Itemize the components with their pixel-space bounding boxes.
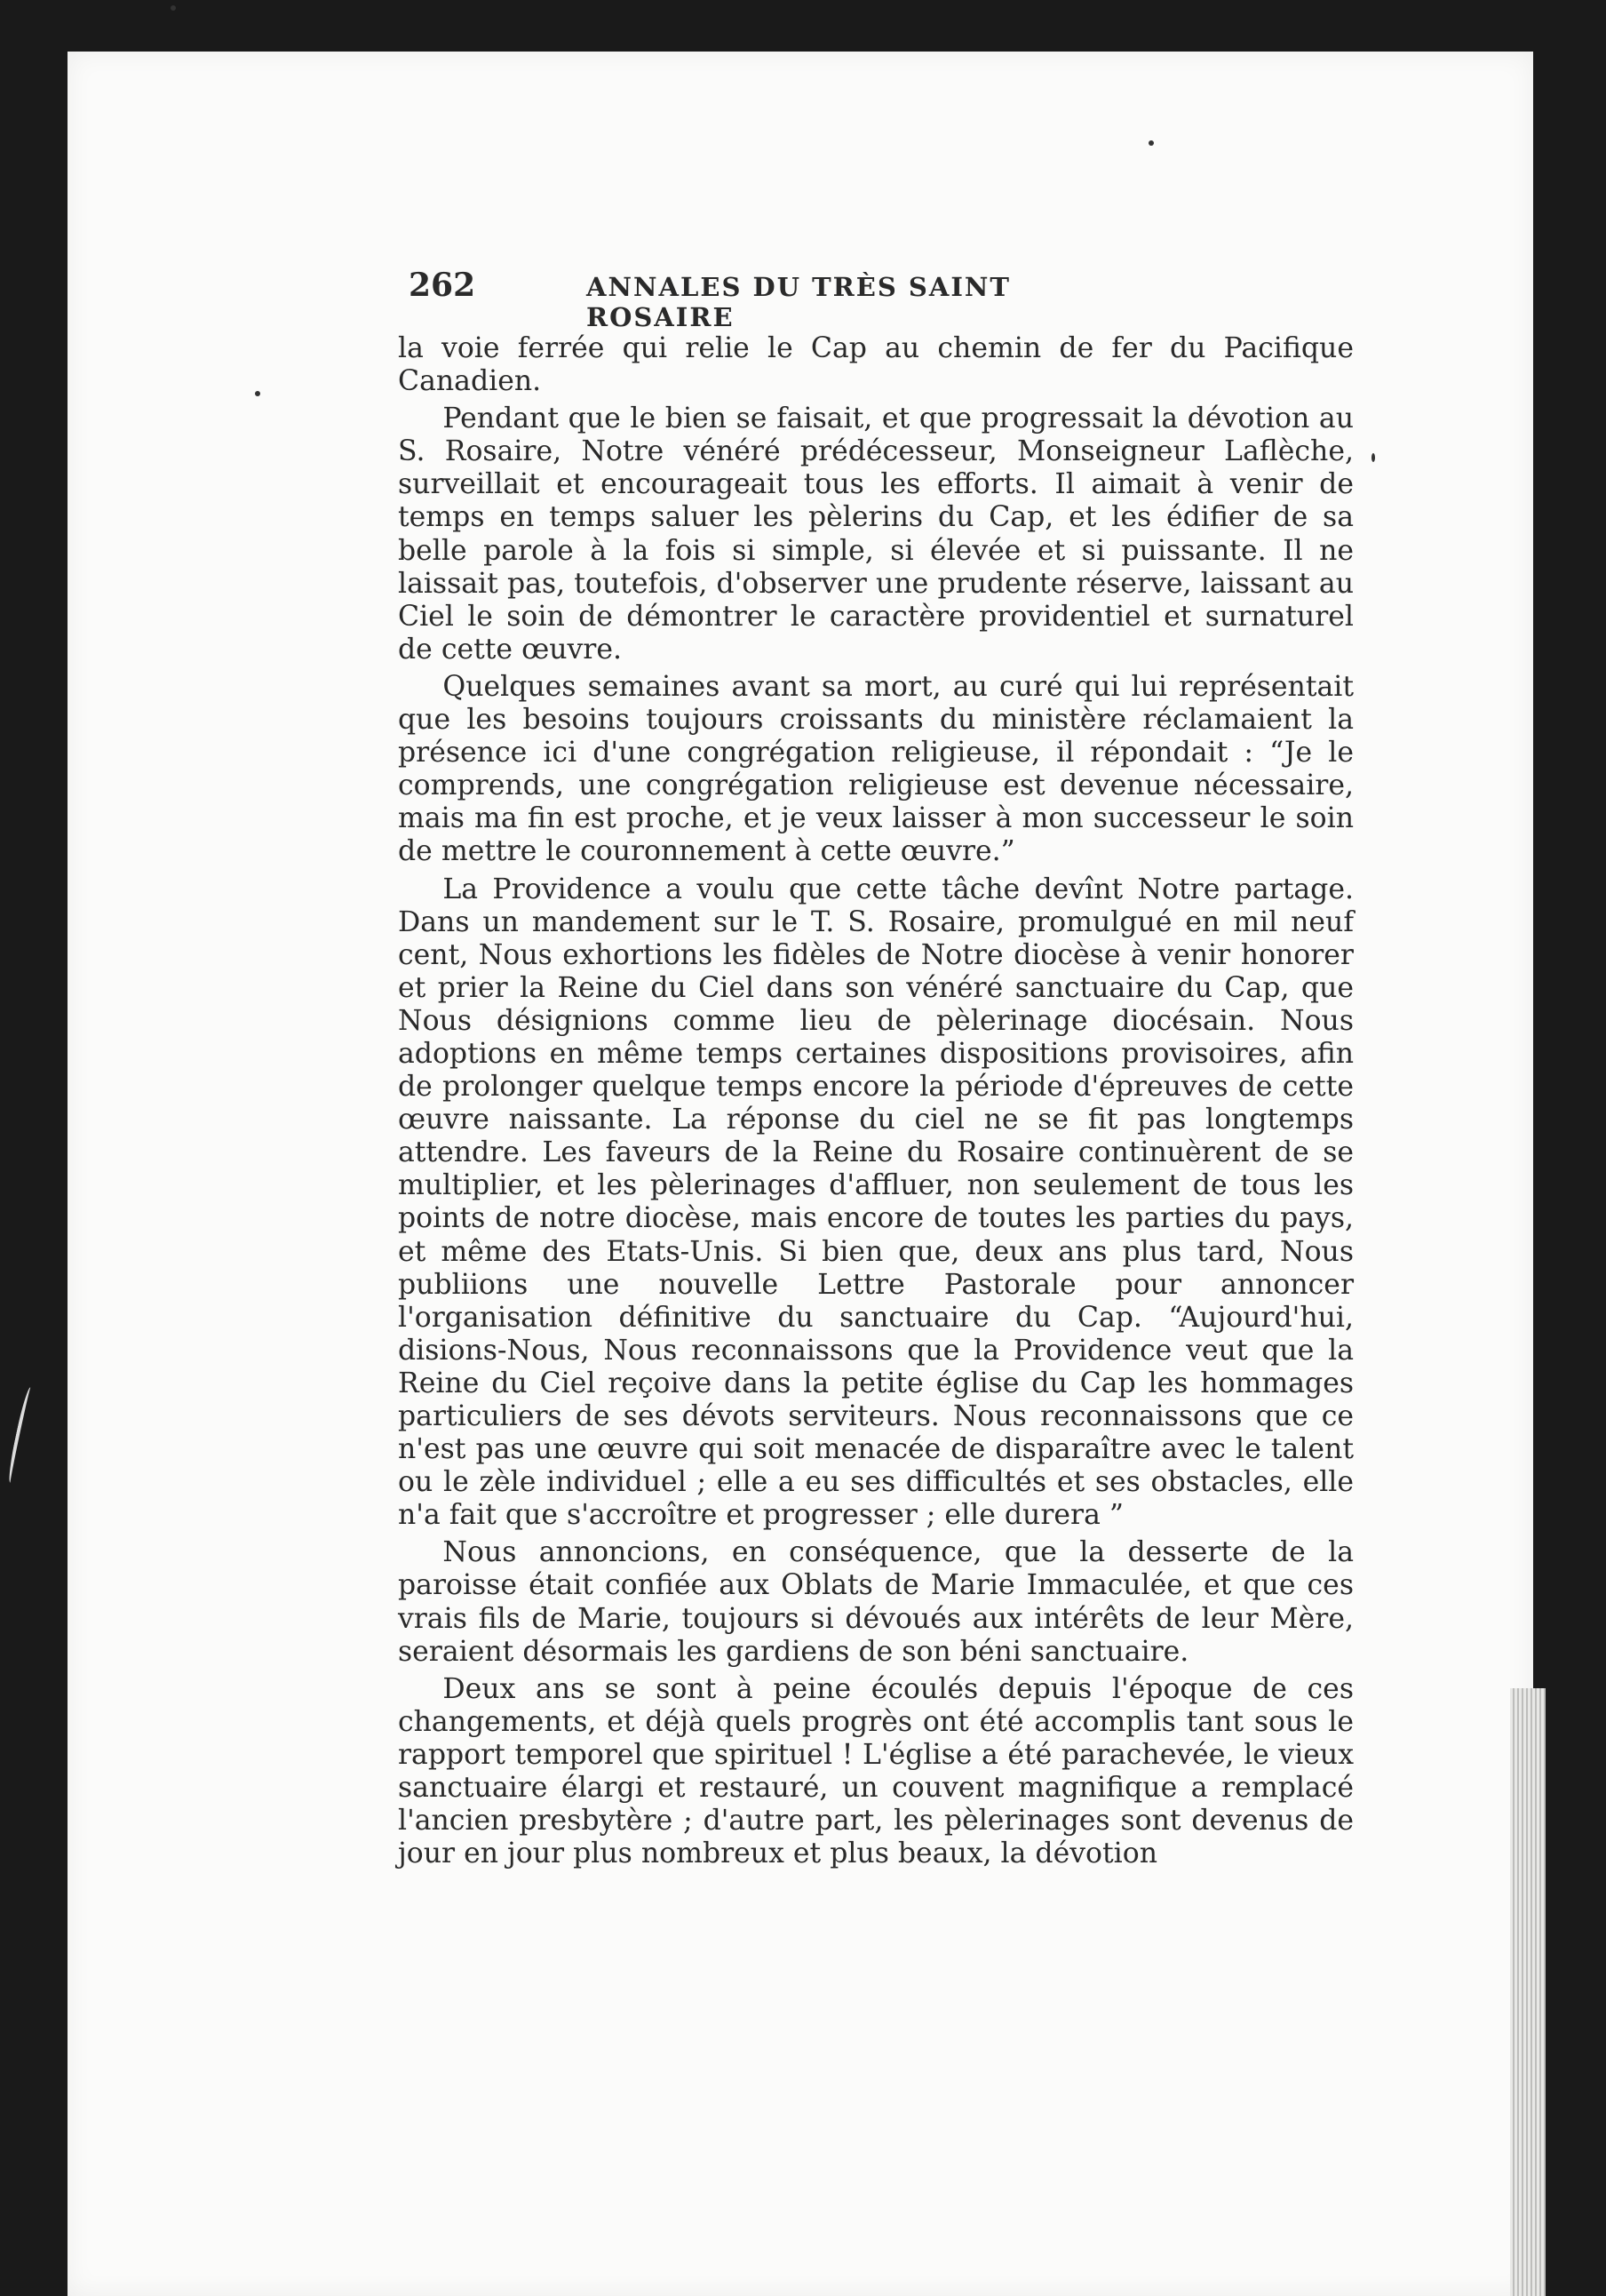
page-edge [1510,1688,1546,2296]
page-header [409,267,1155,332]
paragraph: Deux ans se sont à peine écoulés depuis l'époque de ces changements, et déjà quels progrès ont été accomplis tant sous le rapport temporel que spirituel ! L'église a été parachevée, le vieux sanctuaire élargi et restauré, un couvent magnifique a remplacé l'ancien presbytère ; d'autre part, les pèlerinages sont devenus de jour en jour plus nombreux et plus beaux, la dévotion [398,1672,1354,1870]
scan-speck [171,5,176,11]
scan-speck [1371,453,1375,462]
scan-speck [1149,140,1154,146]
paragraph: Quelques semaines avant sa mort, au curé qui lui représentait que les besoins toujours croissants du ministère réclamaient la présence ici d'une congrégation religieuse, il répondait : “Je le comprends, une congrégation religieuse est devenue nécessaire, mais ma fin est proche, et je veux laisser à mon successeur le soin de mettre le couronnement à cette œuvre.” [398,670,1354,868]
edge-mark [6,1386,36,1484]
paragraph: La Providence a voulu que cette tâche devînt Notre partage. Dans un mandement sur le T. S. Rosaire, promulgué en mil neuf cent, Nous exhortions les fidèles de Notre diocèse à venir honorer et prier la Reine du Ciel dans son vénéré sanctuaire du Cap, que Nous désignions comme lieu de pèlerinage diocésain. Nous adoptions en même temps certaines dispositions provisoires, afin de prolonger quelque temps encore la période d'épreuves de cette œuvre naissante. La réponse du ciel ne se fit pas longtemps attendre. Les faveurs de la Reine du Rosaire continuèrent de se multiplier, et les pèlerinages d'affluer, non seulement de tous les points de notre diocèse, mais encore de toutes les parties du pays, et même des Etats-Unis. Si bien que, deux ans plus tard, Nous publiions une nouvelle Lettre Pastorale pour annoncer l'organisation définitive du sanctuaire du Cap. “Aujourd'hui, disions-Nous, Nous reconnaissons que la Providence veut que la Reine du Ciel reçoive dans la petite église du Cap les hommages particuliers de ses dévots serviteurs. Nous reconnaissons que ce n'est pas une œuvre qui soit menacée de disparaître avec le talent ou le zèle individuel ; elle a eu ses difficultés et ses obstacles, elle n'a fait que s'accroître et progresser ; elle durera ” [398,873,1354,1532]
paragraph: Pendant que le bien se faisait, et que progressait la dévotion au S. Rosaire, Notre vénéré prédécesseur, Monseigneur Laflèche, surveillait et encourageait tous les efforts. Il aimait à venir de temps en temps saluer les pèlerins du Cap, et les édifier de sa belle parole à la fois si simple, si élevée et si puissante. Il ne laissait pas, toutefois, d'observer une prudente réserve, laissant au Ciel le soin de démontrer le caractère providentiel et surnaturel de cette œuvre. [398,403,1354,666]
body-text [398,332,1354,1870]
paragraph: la voie ferrée qui relie le Cap au chemin de fer du Pacifique Canadien. [398,332,1354,398]
paragraph: Nous annoncions, en conséquence, que la desserte de la paroisse était confiée aux Oblats de Marie Immaculée, et que ces vrais fils de Marie, toujours si dévoués aux intérêts de leur Mère, seraient désormais les gardiens de son béni sanctuaire. [398,1536,1354,1668]
scan-speck [255,391,260,396]
page-number: 262 [409,267,476,304]
running-title: ANNALES DU TRÈS SAINT ROSAIRE [586,272,1012,332]
